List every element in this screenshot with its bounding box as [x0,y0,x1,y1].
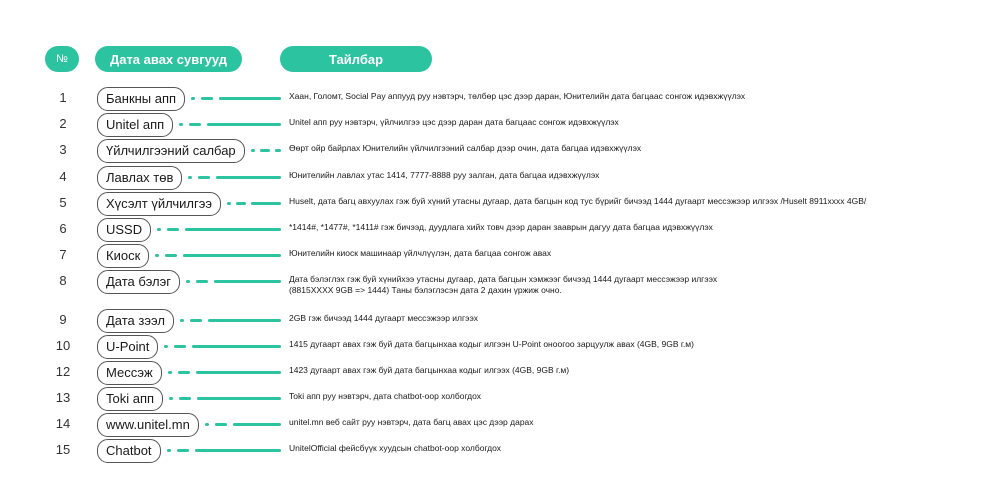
channel-description [289,417,534,428]
connector-dash [275,149,281,152]
list-item [0,361,1000,385]
channel-description [289,143,641,154]
channel-name: Лавлах төв [97,166,182,190]
connector-dash [201,97,213,100]
connector-dash [179,397,191,400]
connector-dash [164,345,168,348]
connector-dash [167,449,171,452]
row-number: 6 [59,221,67,236]
list-item [0,309,1000,333]
list-item [0,387,1000,411]
connector-dash [214,280,281,283]
channel-description [289,248,551,259]
row-number: 7 [59,247,67,262]
connector-dash [168,371,172,374]
row-number: 13 [55,390,71,405]
list-item [0,244,1000,268]
connector-dash [198,176,210,179]
channel-name: www.unitel.mn [97,413,199,437]
connector-dash [155,254,159,257]
connector-dash [260,149,270,152]
channel-description [289,443,501,454]
channel-name: Дата зээл [97,309,174,333]
channel-description [289,365,569,376]
channel-name: Мессэж [97,361,162,385]
list-item [0,139,1000,163]
row-number: 4 [59,169,67,184]
connector-dash [157,228,161,231]
connector-dash [177,449,189,452]
row-number: 2 [59,116,67,131]
connector-dash [183,254,281,257]
description-column-header: Тайлбар [280,46,432,72]
connector-dash [236,202,246,205]
description-line: UnitelOfficial фейсбүүк хуудсын chatbot-оор холбогдох [289,443,501,453]
row-number: 9 [59,312,67,327]
channel-description [289,196,866,207]
channel-name: Үйлчилгээний салбар [97,139,245,163]
row-number: 1 [59,90,67,105]
description-line: Дата бэлэглэх гэж буй хүнийхээ утасны дугаар, дата багцын хэмжээг бичээд 1444 дугаарт мессэжээр илгээх [289,274,718,284]
list-item [0,166,1000,190]
connector-dash [186,280,190,283]
connector-dash [208,319,281,322]
channel-description [289,274,717,296]
channel-name: Дата бэлэг [97,270,180,294]
channel-name: Хүсэлт үйлчилгээ [97,192,221,216]
description-line: 1415 дугаарт авах гэж буй дата багцынхаа кодыг илгээн U-Point оноогоо зарцуулж авах (4GB, 9GB г.м) [289,339,694,349]
connector-dash [174,345,186,348]
row-number: 10 [55,338,71,353]
channel-name: Unitel апп [97,113,173,137]
connector-dash [179,123,183,126]
connector-dash [216,176,281,179]
connector-dash [195,449,281,452]
connector-dash [185,228,281,231]
channel-description [289,222,713,233]
channels-column-header: Дата авах сувгууд [95,46,242,72]
channel-description [289,313,478,324]
description-line: Unitel апп руу нэвтэрч, үйлчилгээ цэс дээр даран дата багцаас сонгож идэвхжүүлэх [289,117,619,127]
connector-dash [233,423,281,426]
connector-dash [190,319,202,322]
description-line: Toki апп руу нэвтэрч, дата chatbot-оор холбогдох [289,391,482,401]
description-line: (8815XXXX 9GB => 1444) Таны бэлэглэсэн дата 2 дахин үржиж очно. [289,285,562,295]
connector-dash [180,319,184,322]
connector-dash [188,176,192,179]
description-line: Юнителийн лавлах утас 1414, 7777-8888 руу залган, дата багцаа идэвхжүүлэх [289,170,600,180]
connector-dash [251,202,281,205]
description-line: Хаан, Голомт, Social Pay аппууд руу нэвтэрч, төлбөр цэс дээр даран, Юнителийн дата багцаас сонгож идэвхжүүлэх [289,91,746,101]
connector-dash [169,397,173,400]
list-item [0,113,1000,137]
connector-dash [192,345,281,348]
channel-name: USSD [97,218,151,242]
description-line: Юнителийн киоск машинаар үйлчлүүлэн, дата багцаа сонгож авах [289,248,552,258]
connector-dash [197,397,281,400]
connector-dash [219,97,281,100]
list-item [0,192,1000,216]
row-number: 3 [59,142,67,157]
list-item [0,335,1000,359]
list-item [0,87,1000,111]
connector-dash [178,371,190,374]
connector-dash [196,371,281,374]
channel-name: U-Point [97,335,158,359]
list-item [0,270,1000,294]
row-number: 14 [55,416,71,431]
row-number: 5 [59,195,67,210]
channel-description [289,339,694,350]
connector-dash [207,123,281,126]
channel-description [289,170,599,181]
channel-name: Chatbot [97,439,161,463]
connector-dash [167,228,179,231]
description-line: 2GB гэж бичээд 1444 дугаарт мессэжээр илгээх [289,313,478,323]
channel-name: Банкны апп [97,87,185,111]
channel-description [289,117,619,128]
connector-dash [189,123,201,126]
row-number: 12 [55,364,71,379]
connector-dash [251,149,255,152]
description-line: 1423 дугаарт авах гэж буй дата багцынхаа кодыг илгээх (4GB, 9GB г.м) [289,365,570,375]
description-line: unitel.mn веб сайт руу нэвтэрч, дата багц авах цэс дээр дарах [289,417,534,427]
connector-dash [196,280,208,283]
channel-description [289,91,745,102]
row-number: 8 [59,273,67,288]
description-line: Өөрт ойр байрлах Юнителийн үйлчилгээний салбар дээр очин, дата багцаа идэвхжүүлэх [289,143,642,153]
list-item [0,439,1000,463]
description-line: *1414#, *1477#, *1411# гэж бичээд, дуудлага хийх товч дээр даран зааврын дагуу дата багцаа идэвхжүүлэх [289,222,713,232]
connector-dash [215,423,227,426]
connector-dash [205,423,209,426]
channel-description [289,391,481,402]
list-item [0,413,1000,437]
row-number: 15 [55,442,71,457]
description-line: Huselt, дата багц авхуулах гэж буй хүний утасны дугаар, дата багцын код тус бүрийг бичээд 1444 дугаарт мессэжээр илгээх /Huselt 8911xxxx 4GB/ [289,196,867,206]
channel-name: Киоск [97,244,149,268]
connector-dash [227,202,231,205]
connector-dash [165,254,177,257]
channel-name: Toki апп [97,387,163,411]
connector-dash [191,97,195,100]
number-column-header: № [45,46,79,72]
list-item [0,218,1000,242]
